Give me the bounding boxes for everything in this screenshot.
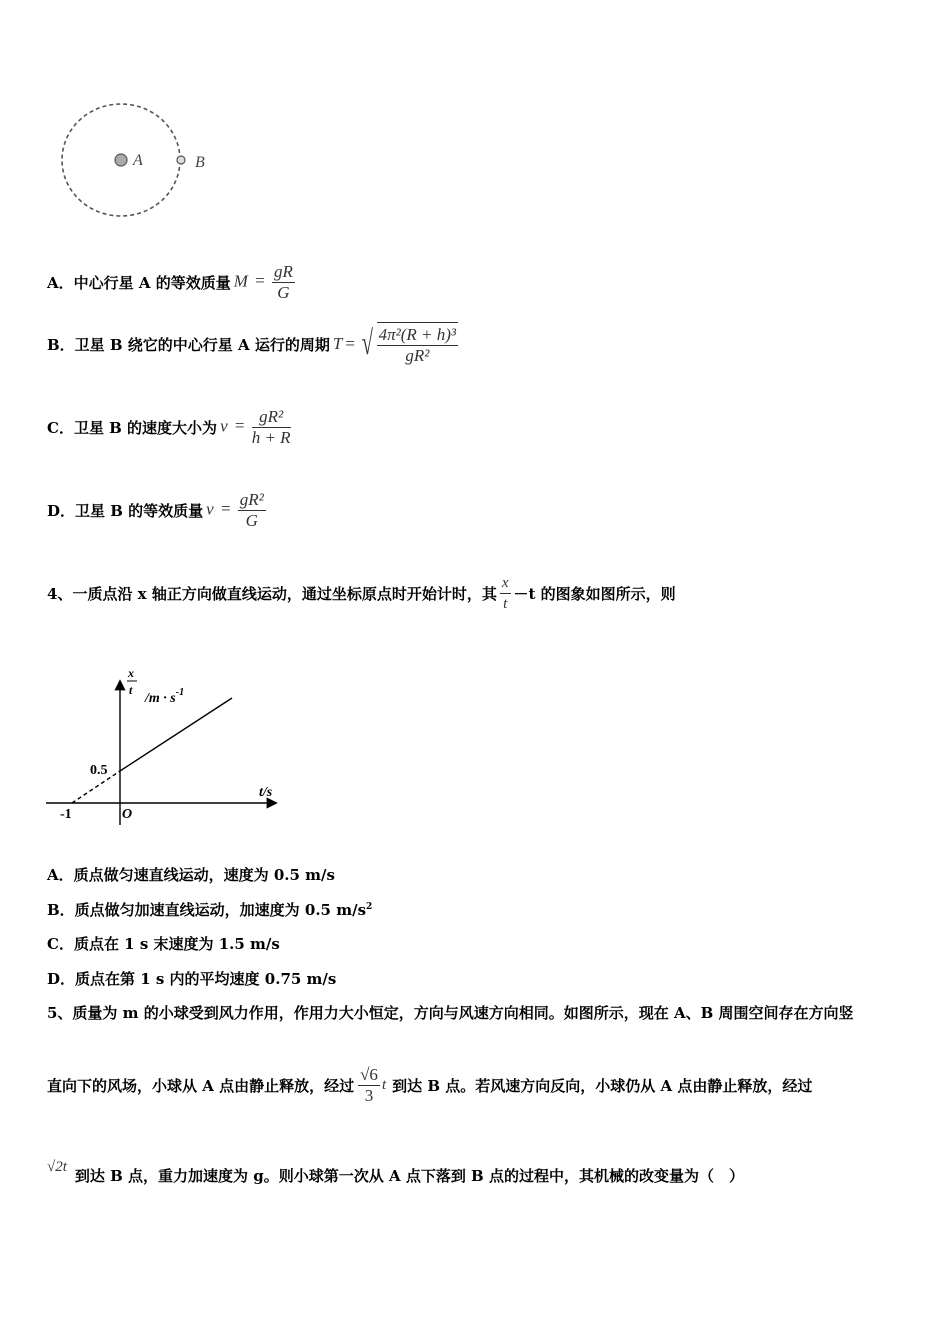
q3-option-c-text: C．卫星 B 的速度大小为 (47, 419, 218, 437)
q4-option-b[interactable]: B．质点做匀加速直线运动，加速度为 0.5 $m/s^2$ (47, 901, 373, 919)
q5-line2 (47, 1065, 812, 1106)
q5-line2-b: 到达 B 点。若风速方向反向，小球仍从 A 点由静止释放，经过 (392, 1077, 813, 1095)
q5-line1: 5、质量为 m 的小球受到风力作用，作用力大小恒定，方向与风速方向相同。如图所示，现在 A、B 周围空间存在方向竖 (47, 1004, 854, 1022)
q4-text-before: 一质点沿 x 轴正方向做直线运动，通过坐标原点时开始计时，其 (72, 585, 497, 603)
graph-line-solid (120, 698, 232, 771)
x-label: t/s (259, 785, 273, 800)
q3-option-a-formula: M = $\frac{gR}{G}$ (233, 262, 293, 302)
q3-option-b[interactable] (47, 322, 458, 366)
q3-option-d[interactable] (47, 490, 266, 531)
origin-label: O (122, 807, 133, 822)
intercept-label: 0.5 (90, 763, 108, 778)
y-label-den: t (129, 683, 133, 697)
q4-option-c[interactable]: C．质点在 1 s 末速度为 1.5 m/s (47, 935, 280, 953)
y-unit: $/m \cdot s^{-1}$ (145, 687, 185, 706)
q3-option-c[interactable] (47, 407, 291, 448)
planet-a (115, 154, 127, 166)
q4-graph (40, 660, 290, 830)
q3-option-b-formula: T = √ $\frac{\text{4π²(R + h)³}}{\text{gR²}}$ (333, 322, 458, 366)
q5-line2-fraction: $\frac{√6}{3}$ (360, 1065, 378, 1105)
y-label-num: x (128, 666, 134, 680)
q4-number: 4、 (47, 585, 73, 603)
q5-line2-a: 直向下的风场，小球从 A 点由静止释放，经过 (47, 1077, 355, 1095)
q4-stem (47, 573, 676, 614)
q4-option-a[interactable]: A．质点做匀速直线运动，速度为 0.5 m/s (47, 866, 335, 884)
q4-option-d[interactable]: D．质点在第 1 s 内的平均速度 0.75 m/s (47, 970, 337, 988)
q3-option-d-formula: v = $\frac{\text{gR²}}{G}$ (206, 490, 264, 530)
q5-line3 (47, 1159, 744, 1186)
x-intercept-label: -1 (60, 807, 72, 822)
q5-line3-text: 到达 B 点，重力加速度为 g。则小球第一次从 A 点下落到 B 点的过程中，其机械的改变量为（ ） (74, 1167, 744, 1185)
q4-text-after: －t 的图象如图所示，则 (513, 585, 676, 603)
planet-a-label: A (133, 152, 143, 169)
q3-option-a[interactable] (47, 262, 295, 303)
q3-option-b-text: B．卫星 B 绕它的中心行星 A 运行的周期 (47, 335, 330, 354)
q5-line3-math: √2t (47, 1159, 67, 1175)
satellite-b (177, 156, 185, 164)
q3-option-d-text: D．卫星 B 的等效质量 (47, 502, 204, 520)
q5-line2-t: t (381, 1077, 387, 1093)
q3-option-a-text: A．中心行星 A 的等效质量 (47, 274, 231, 292)
q4-fraction: $\frac{x}{t}$ (501, 575, 509, 612)
sqrt-icon: √ (361, 325, 373, 362)
q3-option-c-formula: v = $\frac{\text{gR²}}{h + R}$ (220, 407, 291, 447)
satellite-b-label: B (195, 154, 205, 171)
orbit-diagram (55, 95, 225, 225)
